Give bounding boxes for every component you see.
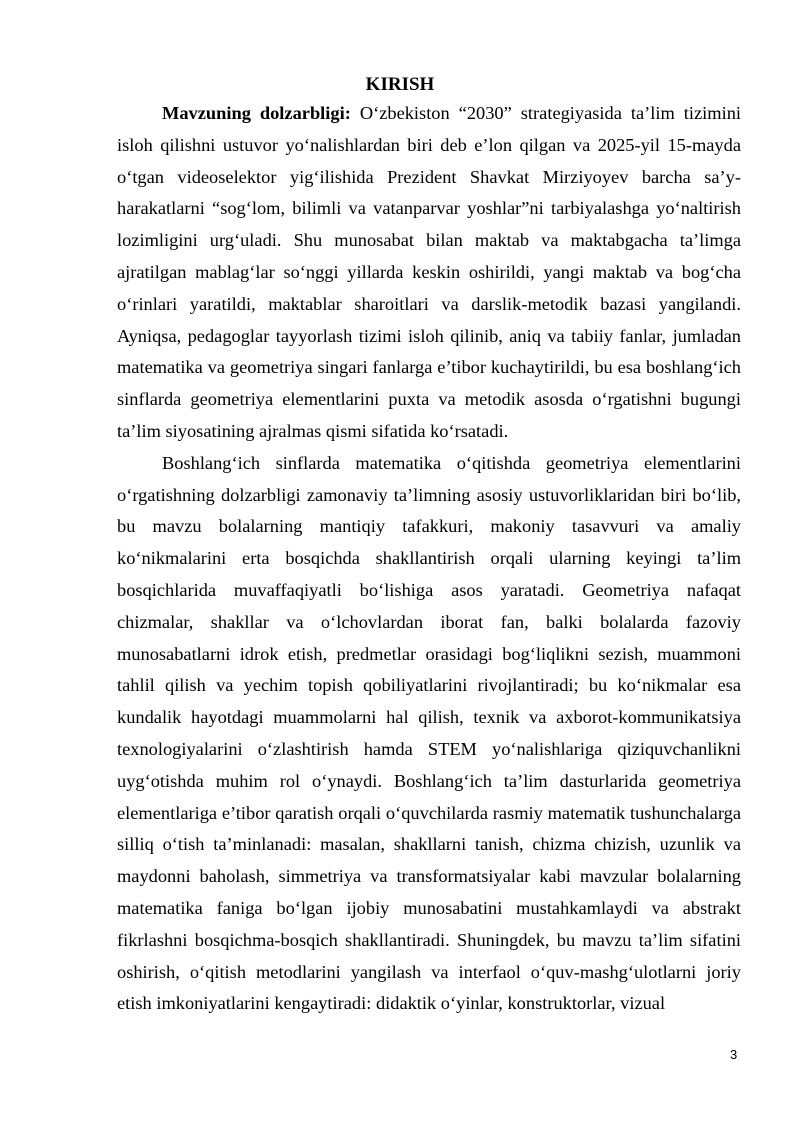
page-number: 3 [730,1047,738,1062]
section-heading: KIRISH [365,74,435,95]
paragraph-geometry: Boshlang‘ich sinflarda matematika o‘qitishda geometriya elementlarini o‘rgatishning dolzarbligi zamonaviy ta’limning asosiy ustuvorliklaridan biri bo‘lib, bu mavzu bolalarning mantiqiy tafakkuri, makoniy tasavvuri va amaliy ko‘nikmalarini erta bosqichda shakllantirish orqali ularning keyingi ta’lim bosqichlarida muvaffaqiyatli bo‘lishiga asos yaratadi. Geometriya nafaqat chizmalar, shakllar va o‘lchovlardan iborat fan, balki bolalarda fazoviy munosabatlarni idrok etish, predmetlar orasidagi bog‘liqlikni sezish, muammoni tahlil qilish va yechim topish qobiliyatlarini rivojlantiradi; bu ko‘nikmalar esa kundalik hayotdagi muammolarni hal qilish, texnik va axborot-kommunikatsiya texnologiyalarini o‘zlashtirish hamda STEM yo‘nalishlariga qiziquvchanlikni uyg‘otishda muhim rol o‘ynaydi. Boshlang‘ich ta’lim dasturlarida geometriya elementlariga e’tibor qaratish orqali o‘quvchilarda rasmiy matematik tushunchalarga silliq o‘tish ta’minlanadi: masalan, shakllarni tanish, chizma chizish, uzunlik va maydonni baholash, simmetriya va transformatsiyalar kabi mavzular bolalarning matematika faniga bo‘lgan ijobiy munosabatini mustahkamlaydi va abstrakt fikrlashni bosqichma-bosqich shakllantiradi. Shuningdek, bu mavzu ta’lim sifatini oshirish, o‘qitish metodlarini yangilash va interfaol o‘quv-mashg‘ulotlarni joriy etish imkoniyatlarini kengaytiradi: didaktik o‘yinlar, konstruktorlar, vizual [117,452,741,1014]
paragraph-lead: Mavzuning dolzarbligi: [162,103,351,123]
paragraph-relevance [117,98,741,448]
body-text [117,98,741,1020]
paragraph-relevance-text: O‘zbekiston “2030” strategiyasida ta’lim tizimini isloh qilishni ustuvor yo‘nalishlardan biri deb e’lon qilgan va 2025-yil 15-mayda o‘tgan videoselektor yig‘ilishida Prezident Shavkat Mirziyoyev barcha sa’y-harakatlarni “sog‘lom, bilimli va vatanparvar yoshlar”ni tarbiyalashga yo‘naltirish lozimligini urg‘uladi. Shu munosabat bilan maktab va maktabgacha ta’limga ajratilgan mablag‘lar so‘nggi yillarda keskin oshirildi, yangi maktab va bog‘cha o‘rinlari yaratildi, maktablar sharoitlari va darslik-metodik bazasi yangilandi. Ayniqsa, pedagoglar tayyorlash tizimi isloh qilinib, aniq va tabiiy fanlar, jumladan matematika va geometriya singari fanlarga e’tibor kuchaytirildi, bu esa boshlang‘ich sinflarda geometriya elementlarini puxta va metodik asosda o‘rgatishni bugungi ta’lim siyosatining ajralmas qismi sifatida ko‘rsatadi. [117,103,741,441]
